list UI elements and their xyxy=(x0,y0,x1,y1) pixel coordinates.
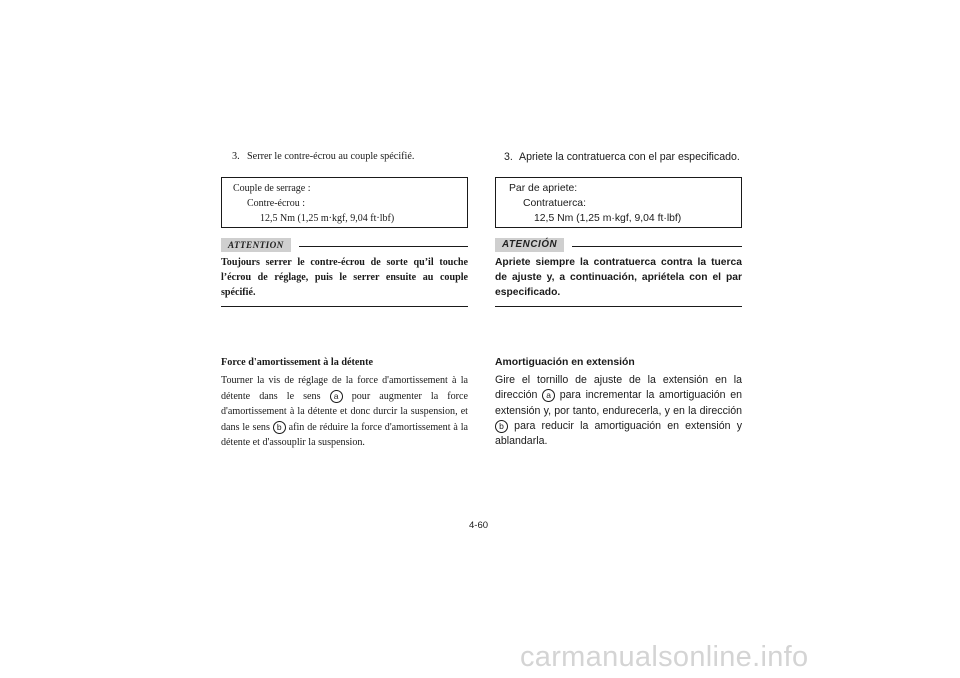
spec-label: Par de apriete: xyxy=(509,183,578,194)
warning-text: Apriete siempre la contratuerca contra la tuerca de ajuste y, a continuación, apriétela con el par especificado. xyxy=(495,255,742,307)
spec-item: Contratuerca: xyxy=(523,198,586,209)
section-body xyxy=(221,373,468,451)
circled-a-marker: a xyxy=(330,390,343,403)
page-number: 4-60 xyxy=(469,520,489,531)
section-body xyxy=(495,373,742,449)
circled-b-marker: b xyxy=(273,421,286,434)
body-text: afin de réduire la force d'amortissement à la détente et d'assouplir la suspension. xyxy=(221,421,469,448)
spec-value: 12,5 Nm (1,25 m·kgf, 9,04 ft·lbf) xyxy=(534,213,682,224)
step-3 xyxy=(232,150,468,164)
divider xyxy=(299,246,468,247)
circled-a-marker: a xyxy=(542,389,555,402)
warning-text: Toujours serrer le contre-écrou de sorte qu’il touche l’écrou de réglage, puis le serrer ensuite au couple spécifié. xyxy=(221,255,468,307)
warning-header xyxy=(495,237,742,252)
watermark: carmanualsonline.info xyxy=(520,641,809,673)
section-title: Force d'amortissement à la détente xyxy=(221,357,374,368)
step-text: Apriete la contratuerca con el par especificado. xyxy=(519,151,740,163)
step-3 xyxy=(504,150,742,164)
body-text: Tourner la vis de réglage de la force d'amortissement à la détente dans le sens xyxy=(221,375,468,402)
spec-value: 12,5 Nm (1,25 m·kgf, 9,04 ft·lbf) xyxy=(260,213,395,224)
body-text: para reducir la amortiguación en extensión y ablandarla. xyxy=(495,419,742,448)
spec-label: Couple de serrage : xyxy=(233,183,311,194)
step-number: 3. xyxy=(504,151,513,163)
spec-item: Contre-écrou : xyxy=(247,198,306,209)
divider xyxy=(572,246,742,247)
warning-badge: ATTENTION xyxy=(221,238,291,252)
torque-spec-box xyxy=(495,177,742,228)
body-text: Gire el tornillo de ajuste de la extensión en la dirección xyxy=(495,374,742,402)
step-number: 3. xyxy=(232,151,240,162)
warning-header xyxy=(221,237,468,252)
torque-spec-box xyxy=(221,177,468,228)
body-text: para incrementar la amortiguación en extensión y, por tanto, endurecerla, y en la dirección xyxy=(495,389,743,417)
warning-badge: ATENCIÓN xyxy=(495,238,564,252)
step-text: Serrer le contre-écrou au couple spécifié. xyxy=(247,151,415,162)
section-title: Amortiguación en extensión xyxy=(495,357,635,368)
spanish-column xyxy=(495,150,743,448)
french-column xyxy=(221,150,469,448)
circled-b-marker: b xyxy=(495,420,508,433)
body-text: pour augmenter la force d'amortissement à la détente et donc durcir la suspension, et dans le sens xyxy=(221,390,469,433)
